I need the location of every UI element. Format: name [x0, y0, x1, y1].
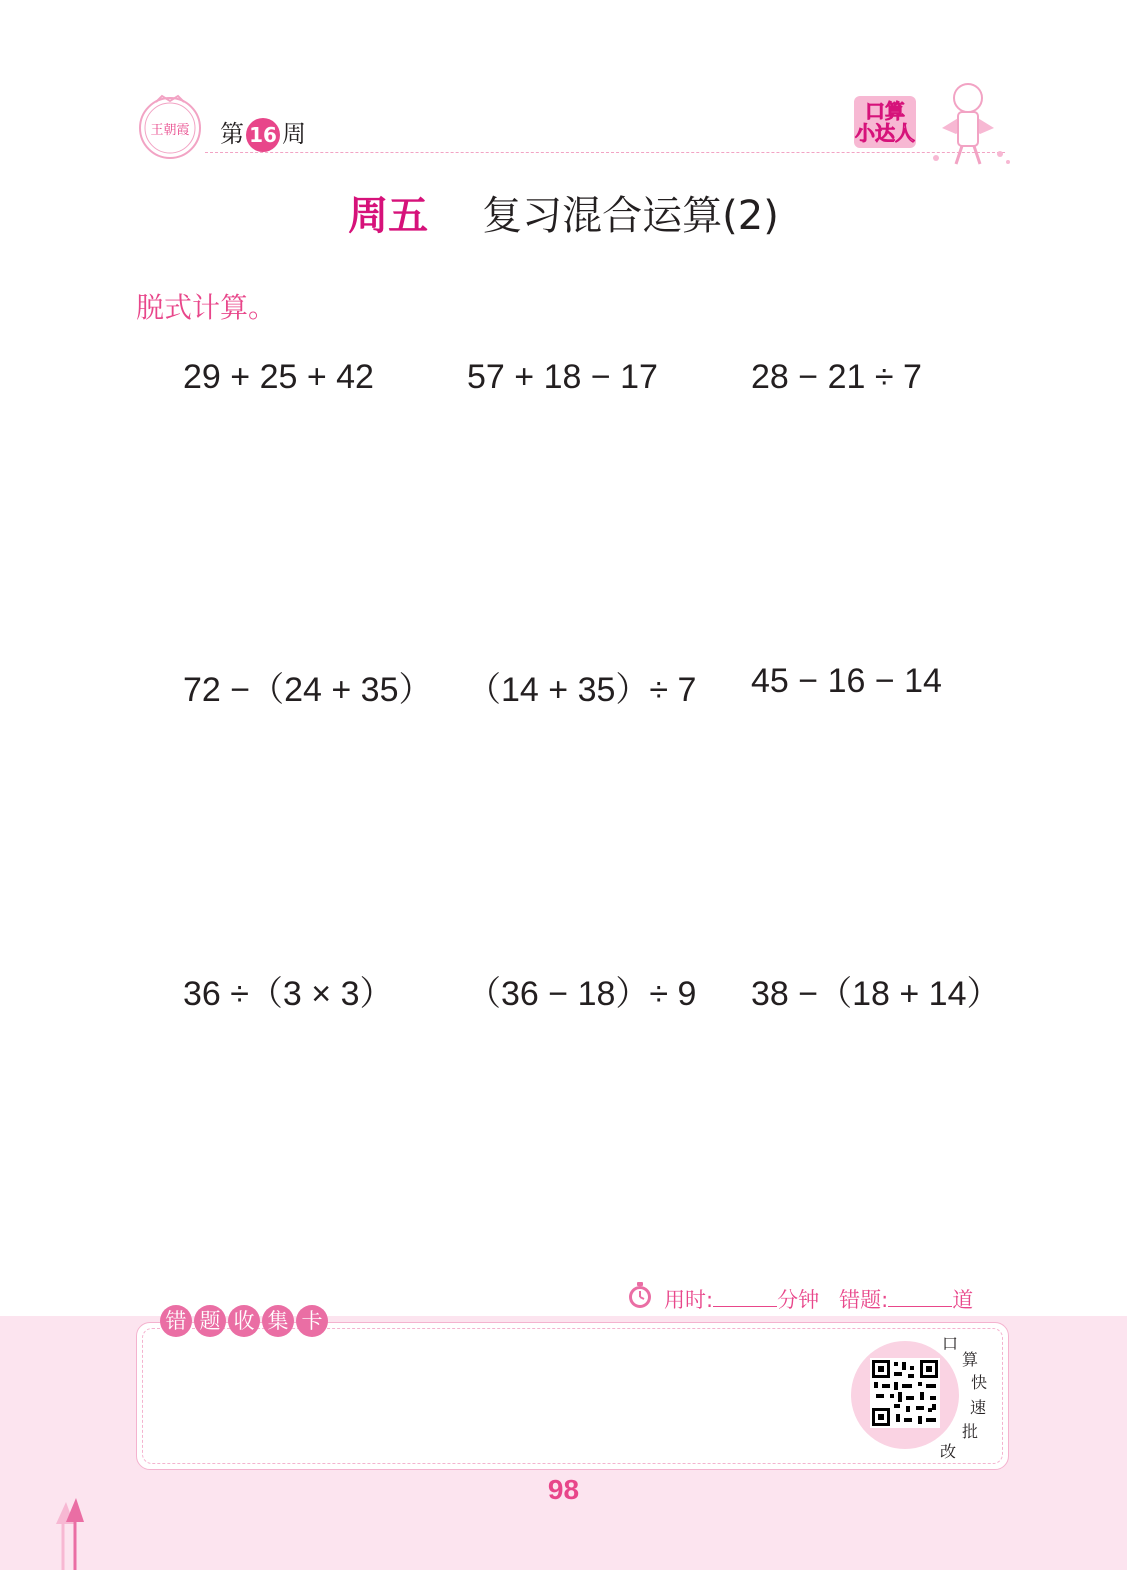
problem-7: 36 ÷（3 × 3） [183, 975, 394, 1013]
qr-caption-char: 改 [940, 1442, 957, 1461]
qr-caption-char: 快 [971, 1373, 988, 1392]
svg-text:小达人: 小达人 [855, 121, 915, 145]
errors-label: 错题: [839, 1288, 889, 1312]
qr-caption-char: 批 [962, 1422, 979, 1441]
page-title [0, 184, 1127, 241]
problem-8: （36 − 18）÷ 9 [467, 975, 697, 1013]
decorative-arrows-icon [50, 1496, 90, 1570]
errors-unit: 道 [952, 1288, 974, 1312]
problem-3: 28 − 21 ÷ 7 [751, 358, 922, 396]
problem-1: 29 + 25 + 42 [183, 358, 374, 396]
card-tag-char: 收 [228, 1305, 260, 1337]
page-number: 98 [547, 1474, 580, 1505]
brand-mascot-logo [850, 78, 1015, 170]
week-label [220, 114, 306, 152]
stopwatch-icon [626, 1281, 654, 1309]
card-tag-char: 题 [194, 1305, 226, 1337]
svg-text:口算: 口算 [865, 99, 905, 123]
card-tag-char: 集 [262, 1305, 294, 1337]
week-prefix: 第 [220, 120, 244, 148]
svg-text:王朝霞: 王朝霞 [150, 123, 190, 138]
title-topic: 复习混合运算(2) [482, 193, 779, 239]
problem-4: 72 −（24 + 35） [183, 671, 433, 709]
time-blank[interactable] [713, 1288, 777, 1307]
qr-caption-char: 口 [942, 1334, 959, 1353]
title-day: 周五 [348, 193, 429, 239]
minutes-unit: 分钟 [777, 1288, 820, 1312]
errors-blank[interactable] [888, 1288, 952, 1307]
qr-caption-char: 算 [962, 1350, 979, 1369]
time-and-errors-record [664, 1284, 973, 1314]
problem-2: 57 + 18 − 17 [467, 358, 658, 396]
week-number-badge: 16 [246, 118, 280, 152]
publisher-seal-icon [136, 92, 204, 160]
qr-caption-char: 速 [970, 1398, 987, 1417]
problem-5: （14 + 35）÷ 7 [467, 671, 697, 709]
card-tag-char: 错 [160, 1305, 192, 1337]
time-label: 用时: [664, 1288, 714, 1312]
instruction-text: 脱式计算。 [136, 291, 277, 324]
card-tag-char: 卡 [296, 1305, 328, 1337]
week-suffix: 周 [282, 120, 306, 148]
problem-6: 45 − 16 − 14 [751, 662, 942, 700]
qr-code-icon[interactable] [870, 1358, 940, 1428]
mistake-card-tag [160, 1305, 328, 1339]
problem-9: 38 −（18 + 14） [751, 975, 1001, 1013]
